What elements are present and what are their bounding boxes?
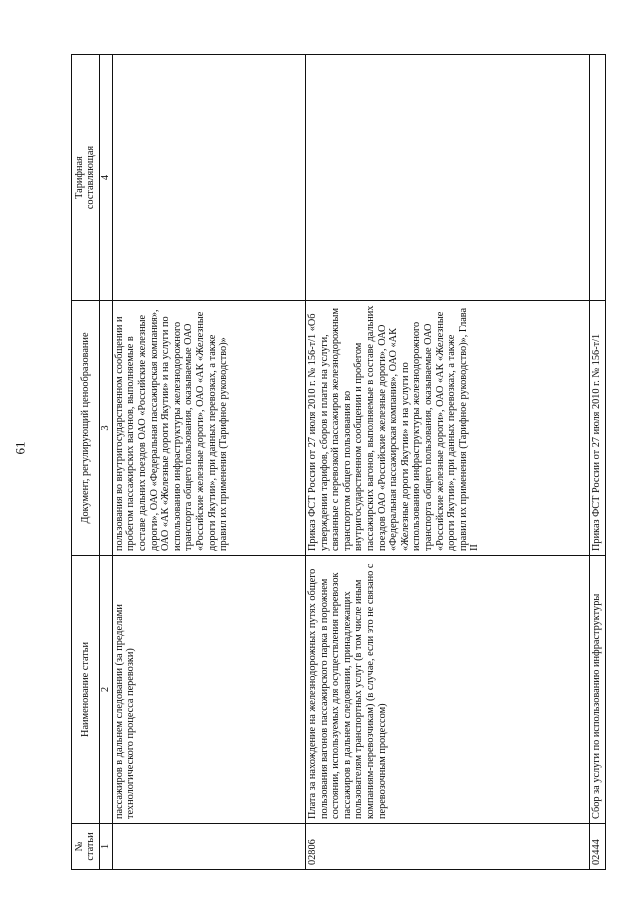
header-tariff-text: Тарифная составляющая — [74, 145, 97, 210]
row-code: 02444 — [589, 824, 605, 870]
header-name — [72, 556, 100, 824]
header-tariff — [72, 55, 100, 301]
row-doc: Приказ ФСТ России от 27 июля 2010 г. № 156-т/1 «Об утверждении тарифов, сборов и платы на услуги, связанные с перевозкой пассажиров железнодорожным транспортом общего пользования во внутригосударственном сообщении и пробегом пассажирских вагонов, выполняемые в составе дальних поездов ОАО «Российские железные дороги», ОАО «Федеральная пассажирская компания», ОАО «АК «Железные дороги Якутии» и на услуги по использованию инфраструктуры железнодорожного транспорта общего пользования, оказываемые ОАО «Российские железные дороги», ОАО «АК «Железные дороги Якутии», при данных перевозках, а также правил их применения (Тарифное руководство)», Глава II — [306, 301, 590, 556]
header-no — [72, 824, 100, 870]
row-name: пассажиров в дальнем следовании (за пределами технологического процесса перевозки) — [112, 556, 305, 824]
row-name: Сбор за услуги по использованию инфраструктуры — [589, 556, 605, 824]
tariff-table-container — [71, 55, 606, 870]
row-tariff — [306, 55, 590, 301]
header-doc-text: Документ, регулирующий ценообразование — [79, 332, 91, 524]
row-tariff — [589, 55, 605, 301]
row-doc: пользования во внутригосударственном сообщении и пробегом пассажирских вагонов, выполняемые в составе дальних поездов ОАО «Российские железные дороги», ОАО «Федеральная пассажирская компания», ОАО «АК «Железные дороги Якутии» и на услуги по использованию инфраструктуры железнодорожного транспорта общего пользования, оказываемые ОАО «Российские железные дороги», ОАО «АК «Железные дороги Якутии», при данных перевозках, а также правил их применения (Тарифное руководство)» — [112, 301, 305, 556]
rotated-sheet — [71, 55, 606, 870]
index-row — [99, 55, 112, 870]
index-cell: 2 — [99, 556, 112, 824]
row-tariff — [112, 55, 305, 301]
page-number: 61 — [12, 441, 28, 455]
row-code — [112, 824, 305, 870]
table-row — [112, 55, 305, 870]
index-cell: 3 — [99, 301, 112, 556]
table-row — [589, 55, 605, 870]
tariff-table — [71, 54, 606, 870]
header-name-text: Наименование статьи — [79, 642, 91, 737]
index-cell: 1 — [99, 824, 112, 870]
row-code: 02806 — [306, 824, 590, 870]
row-doc: Приказ ФСТ России от 27 июля 2010 г. № 156-т/1 — [589, 301, 605, 556]
row-name: Плата за нахождение на железнодорожных путях общего пользования вагонов пассажирского парка в порожнем состоянии, используемых для осуществления перевозок пассажиров в дальнем следовании, принадлежащих пользователям транспортных услуг (в том числе иным компаниям-перевозчикам) (в случае, если это не связано с перевозочным процессом) — [306, 556, 590, 824]
header-no-text: № статьи — [74, 832, 97, 861]
index-cell: 4 — [99, 55, 112, 301]
header-doc — [72, 301, 100, 556]
header-row — [72, 55, 100, 870]
table-row — [306, 55, 590, 870]
